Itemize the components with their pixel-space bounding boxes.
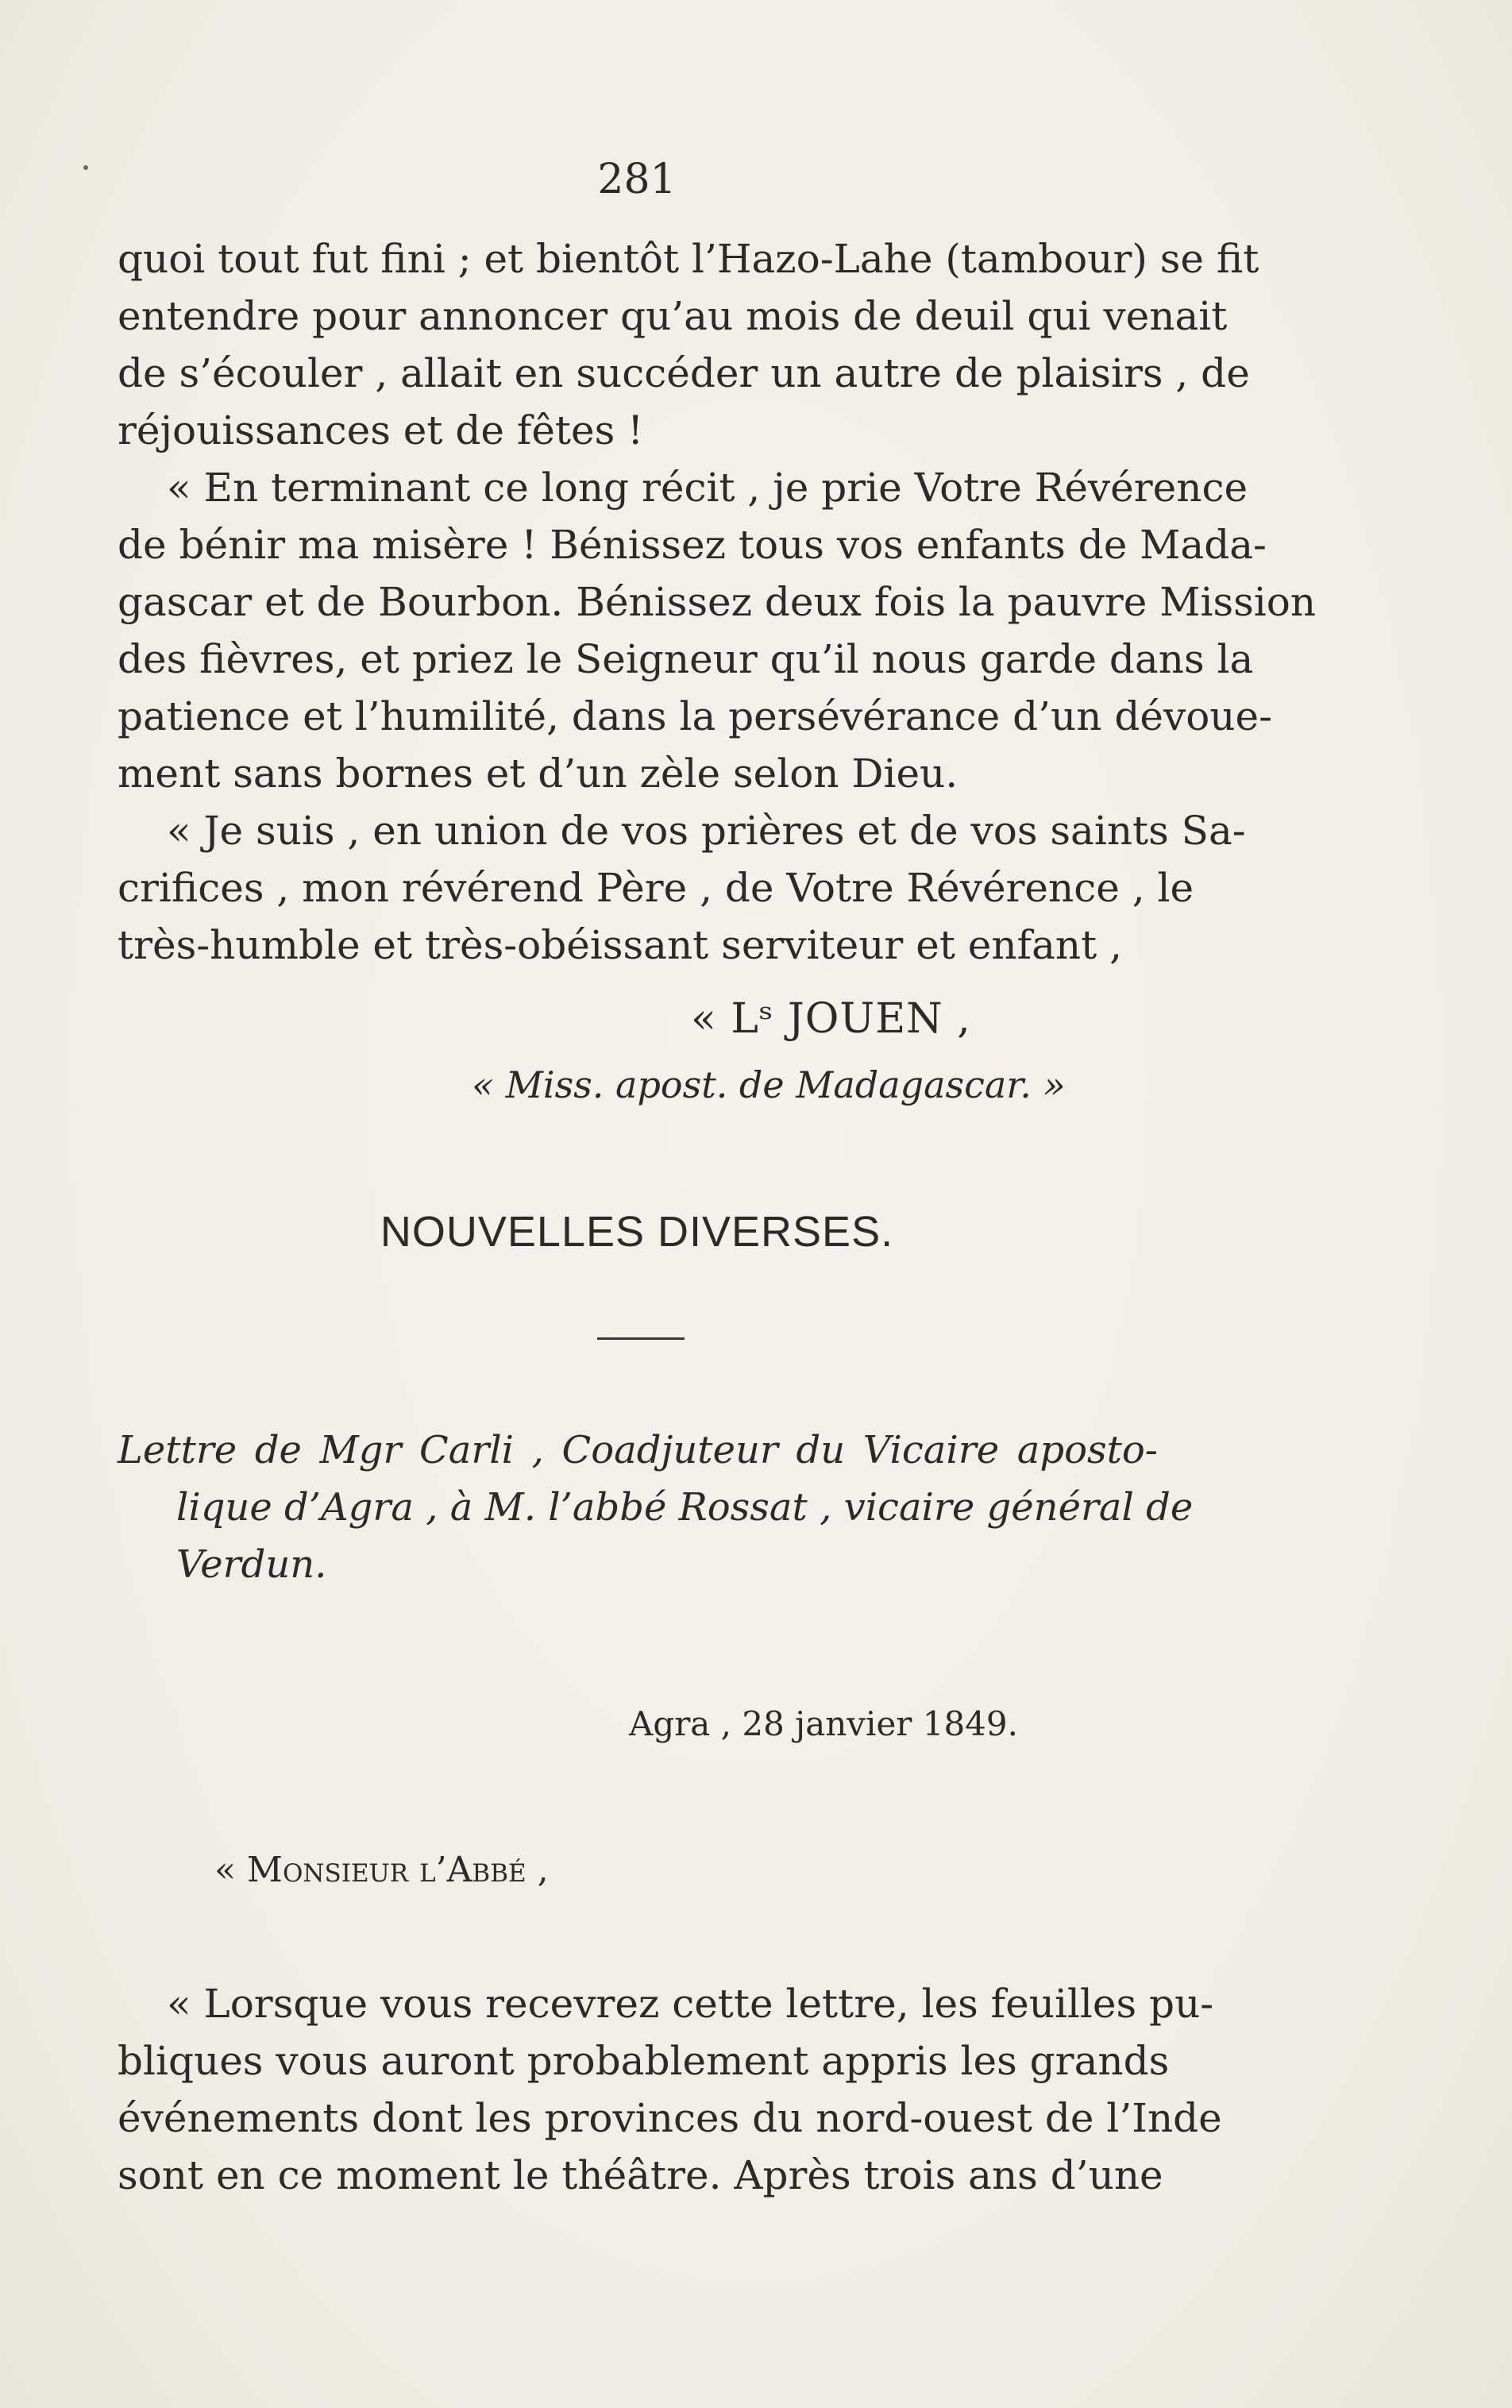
text-line: gascar et de Bourbon. Bénissez deux fois la pauvre Mission [118,579,1317,625]
signature-name: « Lˢ JOUEN , [691,995,971,1043]
text-line: patience et l’humilité, dans la persévérance d’un dévoue- [118,693,1272,739]
letter-heading-line: Verdun. [176,1542,327,1587]
text-line: de bénir ma misère ! Bénissez tous vos enfants de Mada- [118,522,1267,568]
text-line: « Je suis , en union de vos prières et de vos saints Sa- [167,808,1246,854]
text-line: « Lorsque vous recevrez cette lettre, les feuilles pu- [167,1981,1214,2027]
text-line: très-humble et très-obéissant serviteur et enfant , [118,922,1122,968]
text-line: crifices , mon révérend Père , de Votre Révérence , le [118,865,1194,911]
text-line: événements dont les provinces du nord-ouest de l’Inde [118,2095,1222,2141]
section-title: NOUVELLES DIVERSES. [380,1208,894,1256]
dateline: Agra , 28 janvier 1849. [629,1704,1018,1743]
text-line: entendre pour annoncer qu’au mois de deuil qui venait [118,293,1228,339]
letter-heading-line: lique d’Agra , à M. l’abbé Rossat , vicaire général de [176,1485,1194,1530]
text-line: réjouissances et de fêtes ! [118,407,644,453]
text-line: quoi tout fut fini ; et bientôt l’Hazo-Lahe (tambour) se fit [118,236,1259,282]
text-line: bliques vous auront probablement appris les grands [118,2038,1170,2084]
salutation: « Monsieur l’Abbé , [214,1850,549,1890]
text-line: sont en ce moment le théâtre. Après trois ans d’une [118,2152,1163,2198]
signature-title: « Miss. apost. de Madagascar. » [472,1063,1066,1106]
text-line: ment sans bornes et d’un zèle selon Dieu. [118,751,958,797]
section-divider [597,1337,685,1340]
text-line: « En terminant ce long récit , je prie Votre Révérence [167,465,1248,511]
letter-heading-line: Lettre de Mgr Carli , Coadjuteur du Vicaire aposto- [118,1428,1158,1472]
text-line: de s’écouler , allait en succéder un autre de plaisirs , de [118,350,1250,396]
page-number: 281 [597,156,677,203]
text-line: des fièvres, et priez le Seigneur qu’il nous garde dans la [118,636,1254,682]
